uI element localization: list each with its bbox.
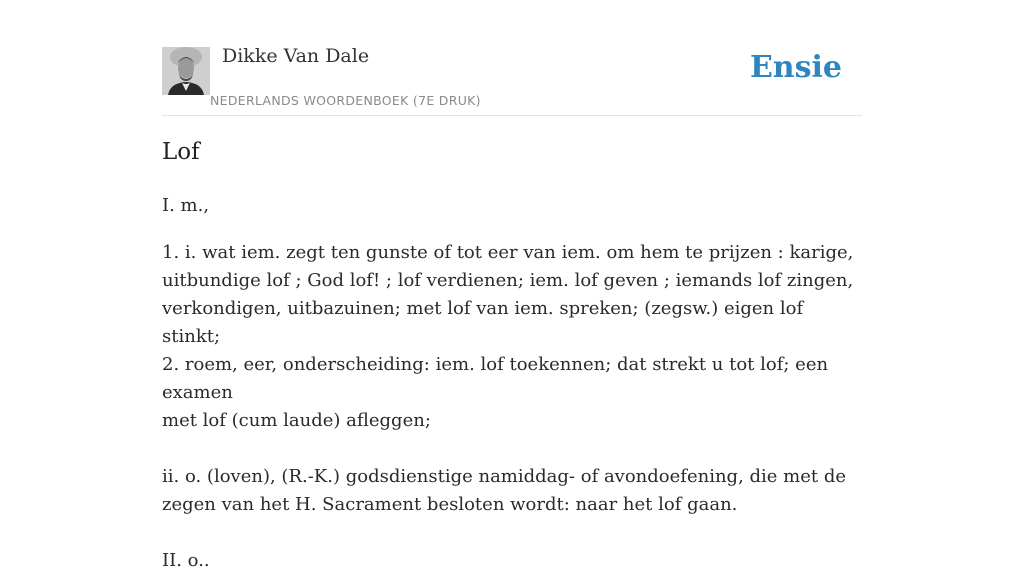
header xyxy=(162,0,862,116)
spacer xyxy=(162,519,862,547)
section-label: II. o.. xyxy=(162,550,210,571)
portrait-icon xyxy=(162,47,210,95)
page xyxy=(162,0,862,571)
entry-title: Lof xyxy=(162,139,200,165)
source-subtitle: NEDERLANDS WOORDENBOEK (7E DRUK) xyxy=(210,93,481,108)
definition-line: zegen van het H. Sacrament besloten wordt: naar het lof gaan. xyxy=(162,494,738,515)
grammar-label: I. m., xyxy=(162,195,210,216)
definition-line: ii. o. (loven), (R.-K.) godsdienstige namiddag- of avondoefening, die met de xyxy=(162,466,847,487)
definition-line: 2. roem, eer, onderscheiding: iem. lof toekennen; dat strekt u tot lof; een examen xyxy=(162,354,829,403)
definition-line: verkondigen, uitbazuinen; met lof van iem. spreken; (zegsw.) eigen lof stinkt; xyxy=(162,298,804,347)
definition-line: 1. i. wat iem. zegt ten gunste of tot eer van iem. om hem te prijzen : karige, xyxy=(162,242,854,263)
avatar[interactable] xyxy=(162,47,210,95)
definition-line: uitbundige lof ; God lof! ; lof verdienen; iem. lof geven ; iemands lof zingen, xyxy=(162,270,854,291)
entry-body xyxy=(162,192,862,575)
spacer xyxy=(162,435,862,463)
brand-logo[interactable]: Ensie xyxy=(749,50,842,85)
definition-line: met lof (cum laude) afleggen; xyxy=(162,410,431,431)
source-name[interactable]: Dikke Van Dale xyxy=(222,45,370,67)
